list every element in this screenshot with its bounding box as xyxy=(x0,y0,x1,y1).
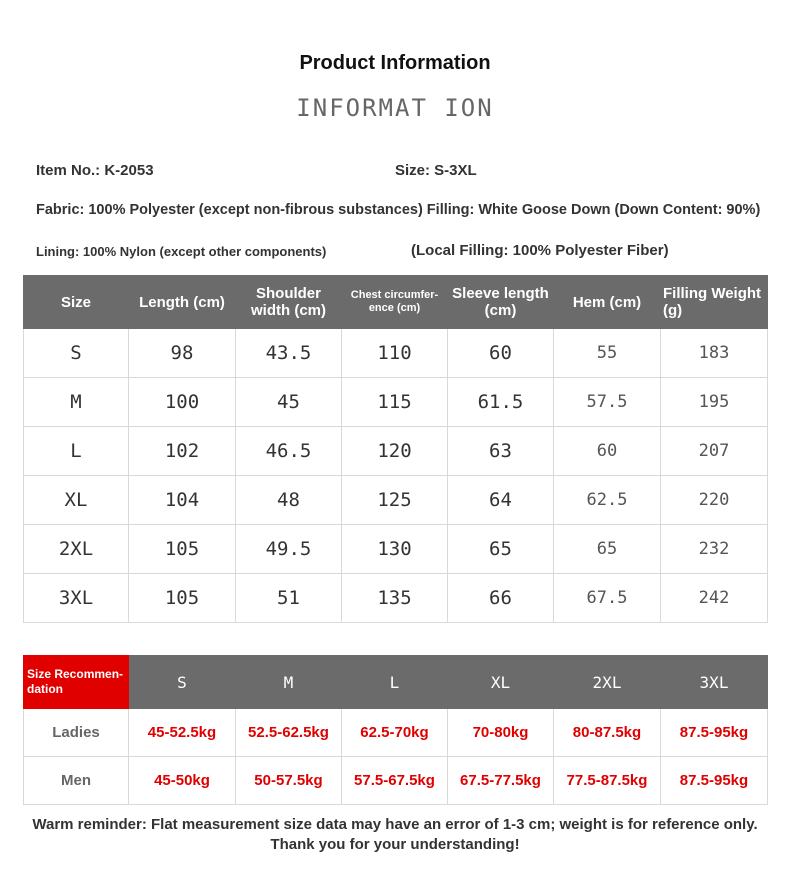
header-shoulder: Shoulder width (cm) xyxy=(236,276,342,329)
cell-sleeve: 64 xyxy=(448,476,554,525)
cell-chest: 110 xyxy=(342,329,448,378)
page-subtitle: INFORMAT ION xyxy=(296,94,494,122)
local-filling-info: (Local Filling: 100% Polyester Fiber) xyxy=(411,242,669,259)
table-row xyxy=(24,378,768,427)
size-table-header xyxy=(24,276,768,329)
rec-size-2xl: 2XL xyxy=(554,656,661,709)
weight-cell: 50-57.5kg xyxy=(236,757,342,805)
rec-size-xl: XL xyxy=(448,656,554,709)
cell-chest: 125 xyxy=(342,476,448,525)
cell-shoulder: 49.5 xyxy=(236,525,342,574)
cell-sleeve: 66 xyxy=(448,574,554,623)
cell-hem: 67.5 xyxy=(554,574,661,623)
weight-cell: 67.5-77.5kg xyxy=(448,757,554,805)
rec-size-l: L xyxy=(342,656,448,709)
cell-filling-weight: 220 xyxy=(661,476,768,525)
lining-info: Lining: 100% Nylon (except other components) xyxy=(36,244,327,259)
table-row xyxy=(24,709,768,757)
reminder-line-2: Thank you for your understanding! xyxy=(270,836,520,853)
cell-size: M xyxy=(24,378,129,427)
recommendation-header xyxy=(24,656,768,709)
cell-size: S xyxy=(24,329,129,378)
weight-cell: 87.5-95kg xyxy=(661,709,768,757)
cell-length: 105 xyxy=(129,574,236,623)
cell-hem: 60 xyxy=(554,427,661,476)
cell-sleeve: 61.5 xyxy=(448,378,554,427)
table-row xyxy=(24,329,768,378)
weight-cell: 87.5-95kg xyxy=(661,757,768,805)
cell-filling-weight: 183 xyxy=(661,329,768,378)
rec-size-m: M xyxy=(236,656,342,709)
page-title: Product Information xyxy=(299,52,491,74)
cell-length: 102 xyxy=(129,427,236,476)
weight-cell: 45-50kg xyxy=(129,757,236,805)
table-row xyxy=(24,427,768,476)
cell-length: 100 xyxy=(129,378,236,427)
fabric-info: Fabric: 100% Polyester (except non-fibrous substances) Filling: White Goose Down (Down Content: 90%) xyxy=(36,202,761,218)
cell-filling-weight: 207 xyxy=(661,427,768,476)
size-range: Size: S-3XL xyxy=(395,162,477,179)
cell-shoulder: 48 xyxy=(236,476,342,525)
header-length: Length (cm) xyxy=(129,276,236,329)
header-chest: Chest circumfer- ence (cm) xyxy=(342,276,448,329)
cell-hem: 65 xyxy=(554,525,661,574)
cell-filling-weight: 232 xyxy=(661,525,768,574)
cell-size: 3XL xyxy=(24,574,129,623)
size-recommendation-table xyxy=(23,655,768,805)
cell-sleeve: 63 xyxy=(448,427,554,476)
header-filling-weight: Filling Weight (g) xyxy=(661,276,768,329)
recommendation-corner-label: Size Recommen- dation xyxy=(24,656,129,709)
cell-length: 98 xyxy=(129,329,236,378)
rec-size-3xl: 3XL xyxy=(661,656,768,709)
row-label-men: Men xyxy=(24,757,129,805)
cell-shoulder: 45 xyxy=(236,378,342,427)
weight-cell: 52.5-62.5kg xyxy=(236,709,342,757)
weight-cell: 62.5-70kg xyxy=(342,709,448,757)
cell-chest: 120 xyxy=(342,427,448,476)
cell-sleeve: 60 xyxy=(448,329,554,378)
table-row xyxy=(24,757,768,805)
cell-filling-weight: 242 xyxy=(661,574,768,623)
cell-size: 2XL xyxy=(24,525,129,574)
weight-cell: 57.5-67.5kg xyxy=(342,757,448,805)
cell-shoulder: 46.5 xyxy=(236,427,342,476)
cell-hem: 57.5 xyxy=(554,378,661,427)
cell-hem: 55 xyxy=(554,329,661,378)
weight-cell: 70-80kg xyxy=(448,709,554,757)
row-label-ladies: Ladies xyxy=(24,709,129,757)
cell-chest: 115 xyxy=(342,378,448,427)
table-row xyxy=(24,525,768,574)
cell-sleeve: 65 xyxy=(448,525,554,574)
size-table xyxy=(23,275,768,623)
header-hem: Hem (cm) xyxy=(554,276,661,329)
cell-hem: 62.5 xyxy=(554,476,661,525)
cell-size: XL xyxy=(24,476,129,525)
weight-cell: 45-52.5kg xyxy=(129,709,236,757)
cell-size: L xyxy=(24,427,129,476)
cell-length: 105 xyxy=(129,525,236,574)
cell-chest: 130 xyxy=(342,525,448,574)
cell-length: 104 xyxy=(129,476,236,525)
warm-reminder xyxy=(0,815,790,855)
header-size: Size xyxy=(24,276,129,329)
cell-shoulder: 43.5 xyxy=(236,329,342,378)
rec-size-s: S xyxy=(129,656,236,709)
weight-cell: 77.5-87.5kg xyxy=(554,757,661,805)
table-row xyxy=(24,574,768,623)
cell-filling-weight: 195 xyxy=(661,378,768,427)
cell-shoulder: 51 xyxy=(236,574,342,623)
weight-cell: 80-87.5kg xyxy=(554,709,661,757)
table-row xyxy=(24,476,768,525)
header-sleeve: Sleeve length (cm) xyxy=(448,276,554,329)
reminder-line-1: Warm reminder: Flat measurement size data may have an error of 1-3 cm; weight is for reference only. xyxy=(32,816,758,833)
item-number: Item No.: K-2053 xyxy=(36,162,154,179)
cell-chest: 135 xyxy=(342,574,448,623)
